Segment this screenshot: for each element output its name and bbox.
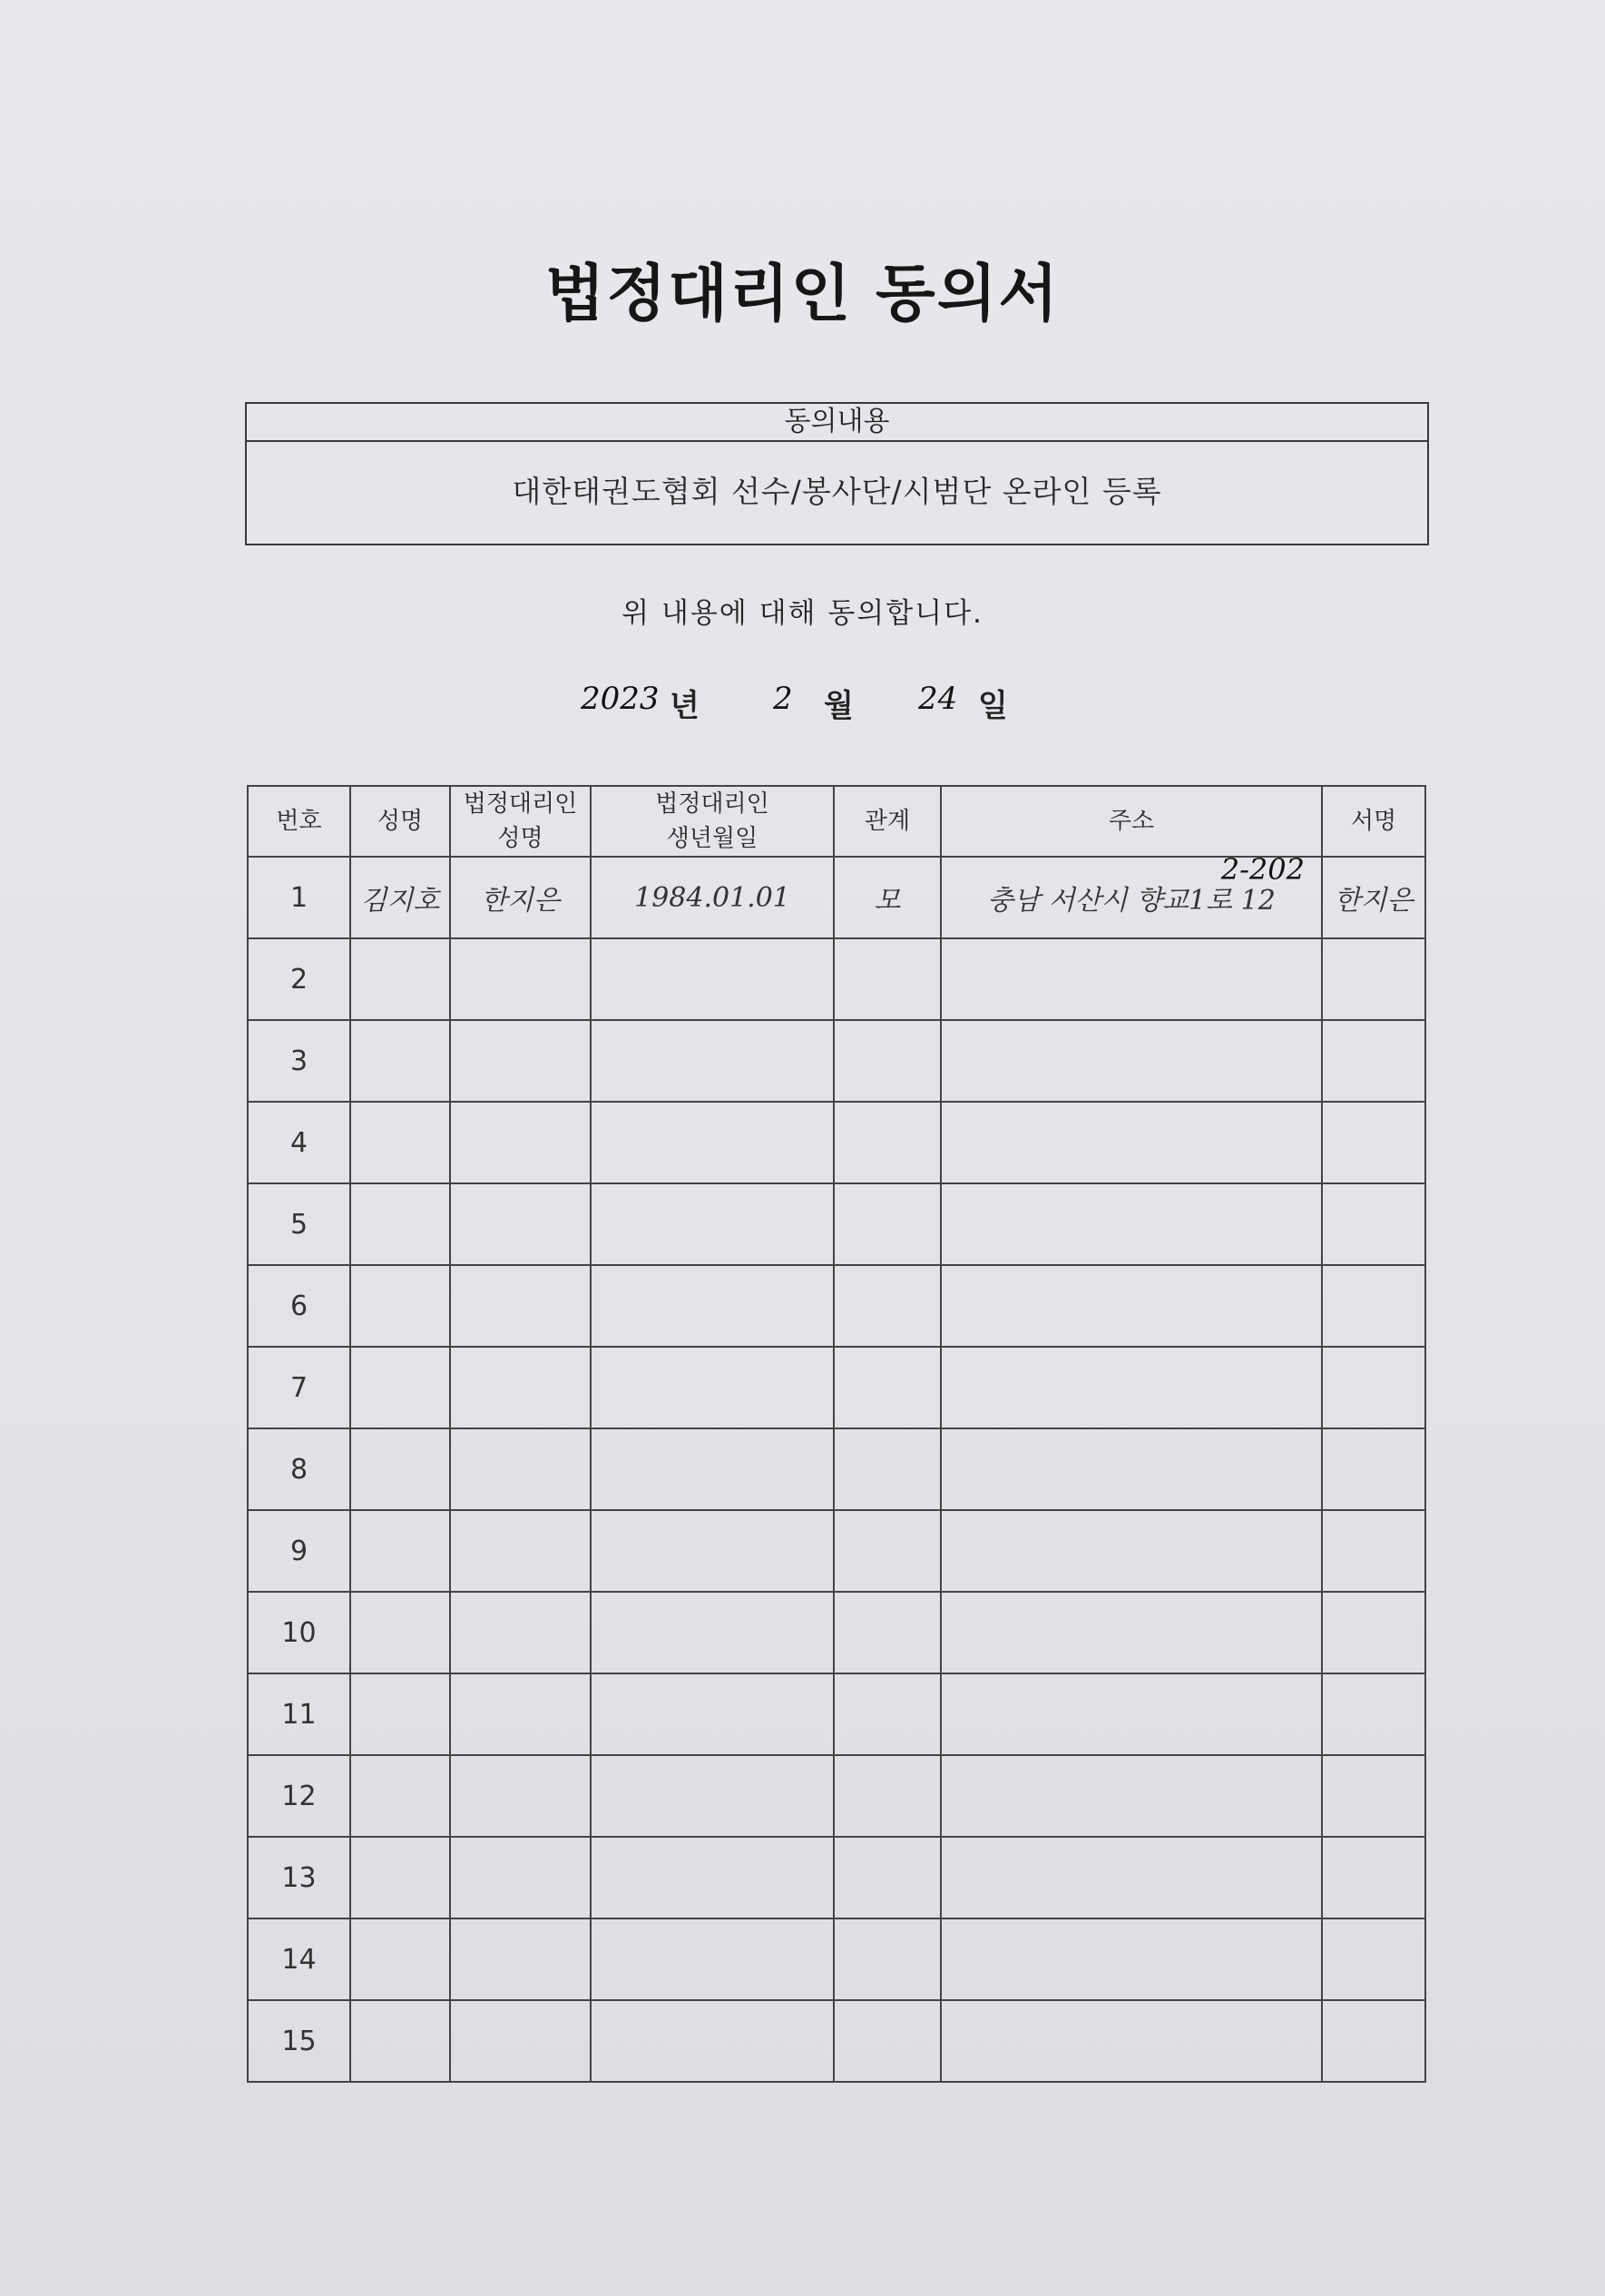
cell-signature bbox=[1322, 2000, 1425, 2082]
table-row bbox=[248, 1837, 1425, 1918]
consent-box bbox=[245, 402, 1429, 545]
cell-signature bbox=[1322, 1918, 1425, 2000]
cell-guardian-name bbox=[450, 2000, 591, 2082]
cell-guardian-name bbox=[450, 1428, 591, 1510]
cell-guardian-birth bbox=[591, 1673, 834, 1755]
cell-name: 김지호 bbox=[350, 857, 450, 938]
cell-name bbox=[350, 1592, 450, 1673]
row-number: 11 bbox=[248, 1673, 350, 1755]
cell-guardian-birth bbox=[591, 1183, 834, 1265]
cell-signature bbox=[1322, 1020, 1425, 1102]
table-row bbox=[248, 1918, 1425, 2000]
cell-guardian-birth bbox=[591, 1020, 834, 1102]
date-line bbox=[0, 681, 1605, 735]
table-row bbox=[248, 1755, 1425, 1837]
row-number: 6 bbox=[248, 1265, 350, 1347]
cell-guardian-birth bbox=[591, 1428, 834, 1510]
cell-guardian-birth bbox=[591, 1510, 834, 1592]
cell-address bbox=[941, 1592, 1322, 1673]
header-guardian-name-line2: 성명 bbox=[497, 825, 543, 852]
cell-relation bbox=[834, 1102, 941, 1183]
cell-signature bbox=[1322, 1183, 1425, 1265]
header-relation: 관계 bbox=[834, 786, 941, 857]
table-row bbox=[248, 1183, 1425, 1265]
cell-address bbox=[941, 1673, 1322, 1755]
date-month-label: 월 bbox=[824, 688, 854, 724]
row-number: 1 bbox=[248, 857, 350, 938]
cell-address bbox=[941, 1183, 1322, 1265]
document-title: 법정대리인 동의서 bbox=[544, 259, 1061, 330]
cell-address bbox=[941, 857, 1322, 938]
date-year-value: 2023 bbox=[581, 681, 660, 717]
consent-header: 동의내용 bbox=[247, 404, 1427, 442]
cell-relation bbox=[834, 1592, 941, 1673]
header-guardian-name bbox=[450, 786, 591, 857]
cell-guardian-name: 한지은 bbox=[450, 857, 591, 938]
cell-relation bbox=[834, 2000, 941, 2082]
cell-relation bbox=[834, 1918, 941, 2000]
agreement-statement: 위 내용에 대해 동의합니다. bbox=[621, 597, 984, 630]
cell-guardian-name bbox=[450, 1592, 591, 1673]
cell-name bbox=[350, 1673, 450, 1755]
cell-signature bbox=[1322, 1428, 1425, 1510]
cell-name bbox=[350, 938, 450, 1020]
cell-guardian-birth bbox=[591, 1755, 834, 1837]
cell-guardian-birth: 1984.01.01 bbox=[591, 857, 834, 938]
cell-guardian-name bbox=[450, 1918, 591, 2000]
cell-guardian-name bbox=[450, 1837, 591, 1918]
row-number: 8 bbox=[248, 1428, 350, 1510]
cell-guardian-birth bbox=[591, 1918, 834, 2000]
cell-guardian-birth bbox=[591, 1837, 834, 1918]
cell-relation bbox=[834, 1020, 941, 1102]
row-number: 9 bbox=[248, 1510, 350, 1592]
date-day-label: 일 bbox=[978, 688, 1008, 724]
table-row bbox=[248, 857, 1425, 938]
cell-guardian-birth bbox=[591, 1265, 834, 1347]
cell-relation bbox=[834, 1755, 941, 1837]
table-row bbox=[248, 1428, 1425, 1510]
row-number: 10 bbox=[248, 1592, 350, 1673]
cell-name bbox=[350, 1183, 450, 1265]
cell-relation bbox=[834, 1265, 941, 1347]
cell-signature bbox=[1322, 1755, 1425, 1837]
header-guardian-birth-line2: 생년월일 bbox=[666, 825, 758, 852]
cell-guardian-birth bbox=[591, 938, 834, 1020]
cell-relation bbox=[834, 1347, 941, 1428]
cell-relation: 모 bbox=[834, 857, 941, 938]
cell-guardian-name bbox=[450, 1020, 591, 1102]
cell-guardian-name bbox=[450, 1265, 591, 1347]
cell-address bbox=[941, 1102, 1322, 1183]
cell-address bbox=[941, 1020, 1322, 1102]
cell-name bbox=[350, 1020, 450, 1102]
table-row bbox=[248, 1102, 1425, 1183]
table-row bbox=[248, 2000, 1425, 2082]
cell-name bbox=[350, 1510, 450, 1592]
cell-guardian-name bbox=[450, 1755, 591, 1837]
row-number: 3 bbox=[248, 1020, 350, 1102]
table-row bbox=[248, 1347, 1425, 1428]
date-month-value: 2 bbox=[773, 681, 793, 717]
cell-address bbox=[941, 1918, 1322, 2000]
header-signature: 서명 bbox=[1322, 786, 1425, 857]
cell-address bbox=[941, 1428, 1322, 1510]
cell-name bbox=[350, 1918, 450, 2000]
cell-relation bbox=[834, 938, 941, 1020]
cell-signature bbox=[1322, 1837, 1425, 1918]
cell-address bbox=[941, 1755, 1322, 1837]
header-number: 번호 bbox=[248, 786, 350, 857]
row-number: 12 bbox=[248, 1755, 350, 1837]
cell-relation bbox=[834, 1183, 941, 1265]
header-guardian-birth bbox=[591, 786, 834, 857]
table-row bbox=[248, 1673, 1425, 1755]
cell-name bbox=[350, 2000, 450, 2082]
cell-signature: 한지은 bbox=[1322, 857, 1425, 938]
address-text: 충남 서산시 향교1로 12 bbox=[987, 885, 1276, 917]
table-body bbox=[248, 857, 1425, 2082]
row-number: 5 bbox=[248, 1183, 350, 1265]
row-number: 2 bbox=[248, 938, 350, 1020]
cell-signature bbox=[1322, 1592, 1425, 1673]
cell-guardian-birth bbox=[591, 1347, 834, 1428]
table-row bbox=[248, 1265, 1425, 1347]
cell-relation bbox=[834, 1673, 941, 1755]
row-number: 13 bbox=[248, 1837, 350, 1918]
cell-guardian-birth bbox=[591, 1592, 834, 1673]
date-year-label: 년 bbox=[670, 688, 700, 724]
header-guardian-birth-line1: 법정대리인 bbox=[655, 790, 769, 818]
table-row bbox=[248, 1592, 1425, 1673]
cell-relation bbox=[834, 1428, 941, 1510]
cell-signature bbox=[1322, 1265, 1425, 1347]
cell-guardian-name bbox=[450, 1347, 591, 1428]
cell-guardian-name bbox=[450, 1510, 591, 1592]
table-row bbox=[248, 1510, 1425, 1592]
cell-name bbox=[350, 1102, 450, 1183]
consent-body: 대한태권도협회 선수/봉사단/시범단 온라인 등록 bbox=[512, 474, 1162, 509]
cell-address bbox=[941, 1265, 1322, 1347]
cell-address bbox=[941, 1347, 1322, 1428]
cell-guardian-birth bbox=[591, 2000, 834, 2082]
cell-signature bbox=[1322, 938, 1425, 1020]
cell-name bbox=[350, 1755, 450, 1837]
row-number: 14 bbox=[248, 1918, 350, 2000]
cell-relation bbox=[834, 1837, 941, 1918]
date-day-value: 24 bbox=[918, 681, 958, 717]
header-name: 성명 bbox=[350, 786, 450, 857]
address-unit: 2-202 bbox=[1220, 857, 1305, 887]
table-row bbox=[248, 1020, 1425, 1102]
cell-signature bbox=[1322, 1347, 1425, 1428]
cell-signature bbox=[1322, 1673, 1425, 1755]
cell-guardian-name bbox=[450, 1673, 591, 1755]
cell-guardian-name bbox=[450, 1183, 591, 1265]
guardian-table bbox=[247, 785, 1426, 2083]
cell-guardian-name bbox=[450, 938, 591, 1020]
row-number: 4 bbox=[248, 1102, 350, 1183]
cell-name bbox=[350, 1837, 450, 1918]
cell-signature bbox=[1322, 1510, 1425, 1592]
cell-guardian-name bbox=[450, 1102, 591, 1183]
cell-name bbox=[350, 1347, 450, 1428]
row-number: 15 bbox=[248, 2000, 350, 2082]
cell-address bbox=[941, 1510, 1322, 1592]
cell-relation bbox=[834, 1510, 941, 1592]
header-address: 주소 bbox=[941, 786, 1322, 857]
cell-signature bbox=[1322, 1102, 1425, 1183]
table-header-row bbox=[248, 786, 1425, 857]
header-guardian-name-line1: 법정대리인 bbox=[463, 790, 578, 818]
table-row bbox=[248, 938, 1425, 1020]
cell-name bbox=[350, 1265, 450, 1347]
row-number: 7 bbox=[248, 1347, 350, 1428]
cell-address bbox=[941, 938, 1322, 1020]
cell-address bbox=[941, 1837, 1322, 1918]
cell-address bbox=[941, 2000, 1322, 2082]
cell-guardian-birth bbox=[591, 1102, 834, 1183]
cell-name bbox=[350, 1428, 450, 1510]
